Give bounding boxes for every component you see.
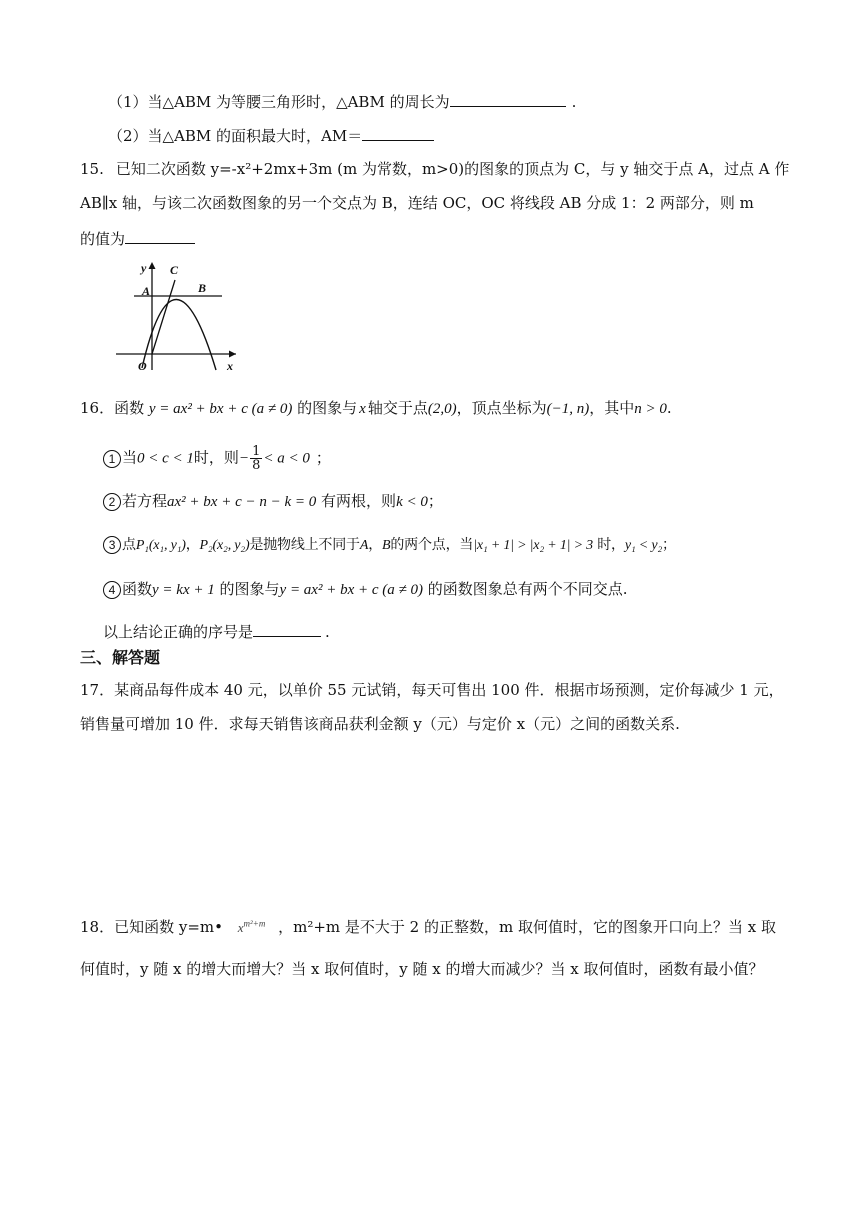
s2-end: ； (427, 492, 443, 510)
q16-text2: 轴交于点 (367, 399, 428, 417)
q16-text3: ，顶点坐标为 (456, 399, 547, 417)
circled-number-4: 4 (103, 581, 121, 599)
q16-conclusion-end: . (325, 623, 330, 641)
s2-text-a: 若方程 (122, 492, 168, 510)
s1-minus: − (238, 450, 250, 467)
q15-text-line3: 的值为 (80, 230, 126, 248)
q14-part1-answer-blank[interactable] (450, 90, 566, 107)
q14-part1 (108, 90, 576, 112)
s4-quadratic-function: y = ax² + bx + c (a ≠ 0) (279, 582, 423, 598)
s3-text-a: 点 (122, 537, 136, 553)
q17-line2: 销售量可增加 10 件．求每天销售该商品获利金额 y（元）与定价 x（元）之间的函数关系. (80, 715, 680, 733)
s3-text-c: ， (368, 537, 383, 553)
parabola (142, 299, 216, 370)
q16-text5: . (666, 399, 672, 417)
s3-point-p2: P₂(x₂, y₂) (199, 538, 250, 553)
q16-condition: n > 0 (634, 401, 667, 417)
q18-text-b: ，m²+m 是不大于 2 的正整数，m 取何值时，它的图象开口向上？当 x 取 (278, 918, 776, 936)
s4-text-c: 的函数图象总有两个不同交点. (427, 580, 628, 598)
q18-line1 (80, 917, 776, 938)
q16-statement-3 (103, 535, 676, 556)
q18-power-base: x (237, 920, 244, 935)
q18-power-exponent: m²+m (243, 918, 266, 929)
s2-equation: ax² + bx + c − n − k = 0 (167, 494, 317, 510)
q16-text4: ，其中 (589, 399, 635, 417)
label-b: B (198, 281, 207, 295)
s4-text-a: 函数 (122, 580, 153, 598)
q16-statement-2 (103, 491, 443, 512)
circled-number-1: 1 (103, 450, 121, 468)
q14-part2-text: （2）当△ABM 的面积最大时，AM＝ (108, 127, 363, 145)
circled-number-2: 2 (103, 493, 121, 511)
label-a: A (142, 284, 151, 298)
q15-parabola-graph (112, 258, 242, 376)
q15-text-line1: 已知二次函数 y=-x²+2mx+3m (m 为常数，m>0)的图象的顶点为 C，与 y 轴交于点 A，过点 A 作 (115, 160, 790, 178)
q15-answer-blank[interactable] (125, 227, 195, 244)
s1-result: < a < 0 (263, 450, 310, 467)
q15-number: 15. (80, 160, 104, 178)
s1-text-b: 时，则 (193, 448, 239, 467)
q18-line2: 何值时，y 随 x 的增大而增大？当 x 取何值时，y 随 x 的增大而减少？当 x 取何值时，函数有最小值？ (80, 960, 764, 978)
s4-linear-function: y = kx + 1 (152, 582, 215, 598)
x-axis-arrow (229, 351, 236, 358)
section-heading: 三、解答题 (80, 648, 161, 667)
s1-frac-num: 1 (252, 444, 261, 459)
s1-frac-den: 8 (252, 458, 261, 473)
s3-separator: ， (185, 537, 200, 553)
q16-function: y = ax² + bx + c (a ≠ 0) (148, 401, 293, 417)
q16-statement-1 (103, 445, 331, 472)
s3-point-b: B (382, 538, 391, 553)
q16-conclusion (103, 620, 330, 642)
s3-end: ； (662, 537, 676, 553)
s2-text-b: 有两根，则 (321, 492, 397, 510)
q14-part1-end: . (571, 93, 577, 111)
s3-point-a: A (359, 538, 369, 553)
q15-text-line2: AB∥x 轴，与该二次函数图象的另一个交点为 B，连结 OC，OC 将线段 AB 分成 1：2 两部分，则 m (80, 194, 754, 212)
y-axis-arrow (149, 262, 156, 269)
q18-text-a: 18．已知函数 y=m• (80, 918, 223, 936)
q16-answer-blank[interactable] (253, 620, 321, 637)
s1-text-a: 当 (122, 448, 138, 467)
s1-condition: 0 < c < 1 (137, 450, 194, 467)
segment-oc (152, 280, 175, 354)
q18-power (238, 920, 266, 935)
q14-part2 (108, 124, 434, 146)
label-x: x (227, 359, 233, 373)
q14-part2-answer-blank[interactable] (362, 124, 434, 141)
label-c: C (170, 263, 179, 277)
s3-point-p1: P₁(x₁, y₁) (135, 538, 186, 553)
s3-condition: |x₁ + 1| > |x₂ + 1| > 3 (473, 538, 593, 553)
label-y: y (141, 261, 147, 275)
q16-text1: 的图象与 (297, 399, 358, 417)
s4-text-b: 的图象与 (219, 580, 280, 598)
s3-text-e: 时， (597, 537, 625, 553)
s2-result: k < 0 (396, 494, 428, 510)
circled-number-3: 3 (103, 536, 121, 554)
s3-text-b: 是抛物线上不同于 (249, 537, 360, 553)
q16-number: 16．函数 (80, 399, 145, 417)
q16-statement-4 (103, 579, 628, 600)
s3-text-d: 的两个点，当 (390, 537, 474, 553)
s1-fraction (250, 445, 262, 472)
label-o: O (138, 359, 147, 373)
q16-vertex: (−1, n) (546, 401, 590, 417)
q15-line2 (80, 193, 754, 213)
s1-end: ； (315, 448, 331, 467)
q16-point: (2,0) (427, 401, 457, 417)
q17-line1: 17．某商品每件成本 40 元，以单价 55 元试销，每天可售出 100 件．根据市场预测，定价每减少 1 元， (80, 681, 784, 699)
q16-x: x (359, 401, 366, 417)
q15-line3 (80, 227, 195, 249)
q16-conclusion-text: 以上结论正确的序号是 (103, 623, 254, 641)
q14-part1-text: （1）当△ABM 为等腰三角形时，△ABM 的周长为 (108, 93, 450, 111)
s3-result: y₁ < y₂ (624, 538, 663, 553)
q16-stem (80, 398, 672, 419)
q15-line1 (80, 159, 789, 179)
